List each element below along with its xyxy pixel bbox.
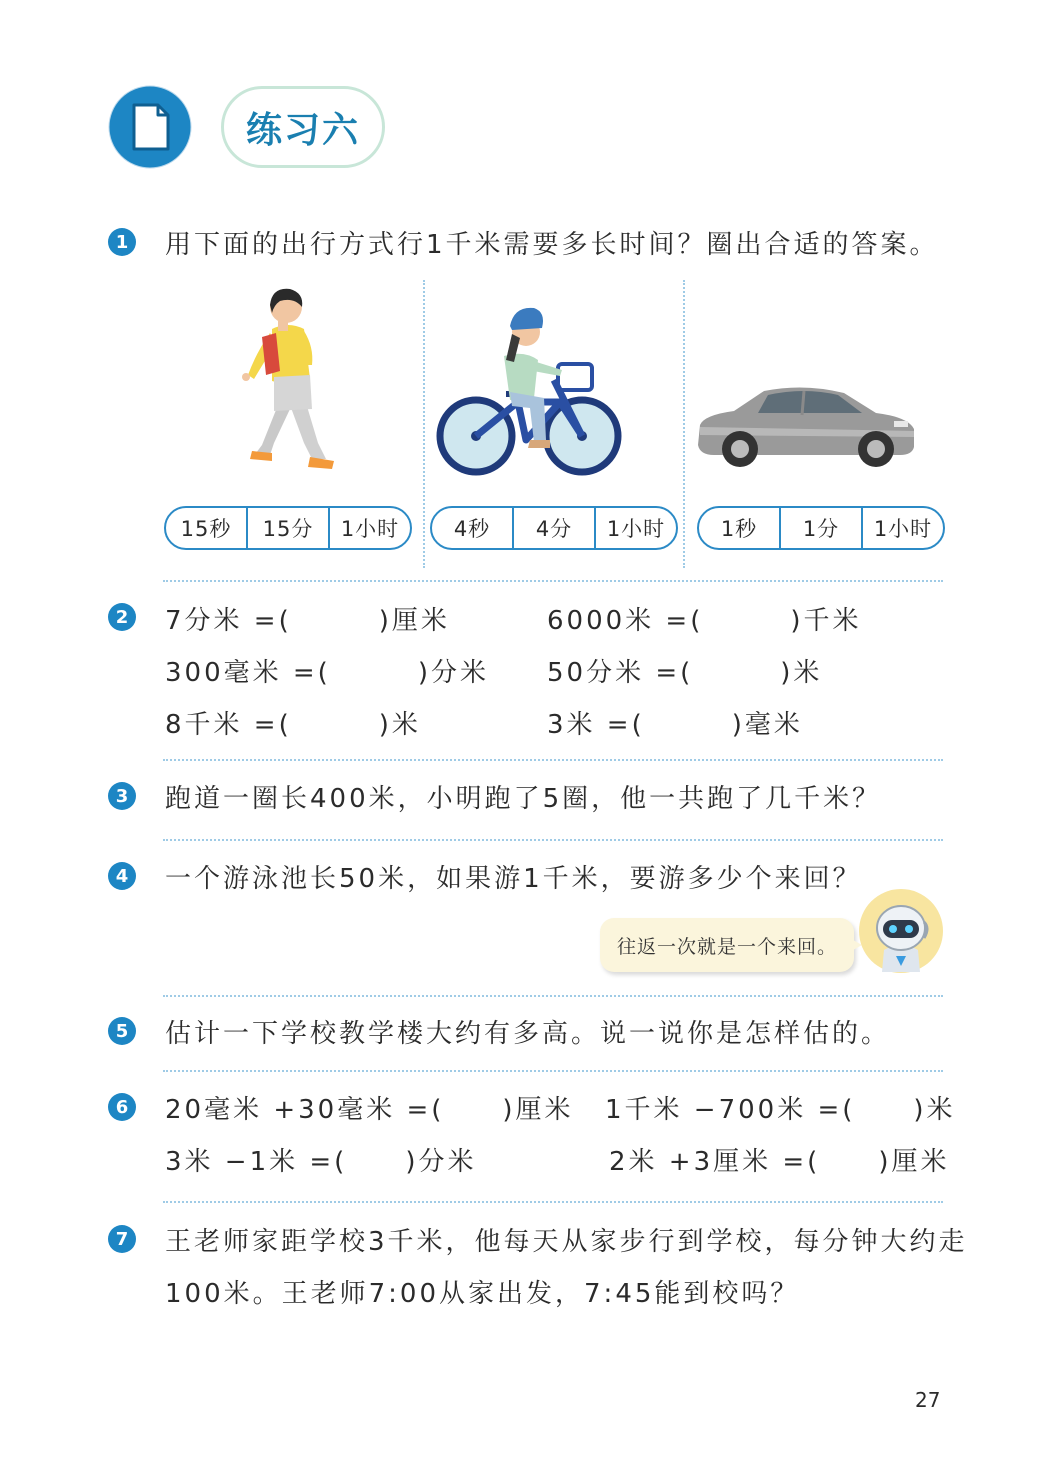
- section-divider: [163, 995, 943, 997]
- question-number-2: 2: [108, 603, 136, 631]
- conversion-item: 50分米 =( )米: [547, 658, 823, 688]
- option-cycling-3[interactable]: 1小时: [594, 508, 676, 548]
- cyclist-illustration: [434, 290, 624, 476]
- option-car-1[interactable]: 1秒: [720, 517, 758, 541]
- conversion-item: 7分米 =( )厘米: [165, 606, 450, 636]
- section-divider: [163, 759, 943, 761]
- hint-bubble: 往返一次就是一个来回。: [600, 918, 854, 972]
- walking-student-illustration: [232, 283, 348, 475]
- page-number: 27: [915, 1388, 941, 1412]
- column-divider: [683, 280, 685, 568]
- conversion-item: 8千米 =( )米: [165, 710, 421, 740]
- question-4-text: 一个游泳池长50米，如果游1千米，要游多少个来回？: [165, 864, 862, 894]
- conversion-item: 6000米 =( )千米: [547, 606, 862, 636]
- calculation-item: 2米 +3厘米 =( )厘米: [609, 1147, 950, 1177]
- calculation-item: 20毫米 +30毫米 =( )厘米: [165, 1095, 574, 1125]
- option-cycling-1[interactable]: 4秒: [453, 517, 491, 541]
- option-car-3[interactable]: 1小时: [861, 508, 943, 548]
- question-number-5: 5: [108, 1017, 136, 1045]
- question-3-text: 跑道一圈长400米，小明跑了5圈，他一共跑了几千米？: [165, 784, 882, 814]
- options-car: [697, 506, 945, 550]
- question-number-3: 3: [108, 782, 136, 810]
- question-5-text: 估计一下学校教学楼大约有多高。说一说你是怎样估的。: [165, 1019, 891, 1049]
- column-divider: [423, 280, 425, 568]
- section-divider: [163, 1070, 943, 1072]
- calculation-item: 3米 −1米 =( )分米: [165, 1147, 477, 1177]
- robot-icon: [858, 888, 944, 974]
- option-walking-2[interactable]: 15分: [246, 508, 328, 548]
- option-car-2[interactable]: 1分: [779, 508, 861, 548]
- question-number-4: 4: [108, 862, 136, 890]
- page-title: 练习六: [221, 86, 385, 168]
- document-icon: [108, 85, 192, 169]
- option-walking-3[interactable]: 1小时: [328, 508, 410, 548]
- options-cycling: [430, 506, 678, 550]
- car-illustration: [694, 385, 918, 471]
- question-7-line-1: 王老师家距学校3千米，他每天从家步行到学校，每分钟大约走: [165, 1227, 968, 1257]
- options-walking: [164, 506, 412, 550]
- question-number-6: 6: [108, 1093, 136, 1121]
- section-divider: [163, 839, 943, 841]
- section-divider: [163, 580, 943, 582]
- section-divider: [163, 1201, 943, 1203]
- calculation-item: 1千米 −700米 =( )米: [605, 1095, 956, 1125]
- option-walking-1[interactable]: 15秒: [180, 517, 232, 541]
- option-cycling-2[interactable]: 4分: [512, 508, 594, 548]
- question-number-1: 1: [108, 228, 136, 256]
- question-number-7: 7: [108, 1225, 136, 1253]
- question-1-text: 用下面的出行方式行1千米需要多长时间？圈出合适的答案。: [165, 230, 939, 260]
- conversion-item: 3米 =( )毫米: [547, 710, 803, 740]
- question-7-line-2: 100米。王老师7:00从家出发，7:45能到校吗？: [165, 1279, 800, 1309]
- conversion-item: 300毫米 =( )分米: [165, 658, 489, 688]
